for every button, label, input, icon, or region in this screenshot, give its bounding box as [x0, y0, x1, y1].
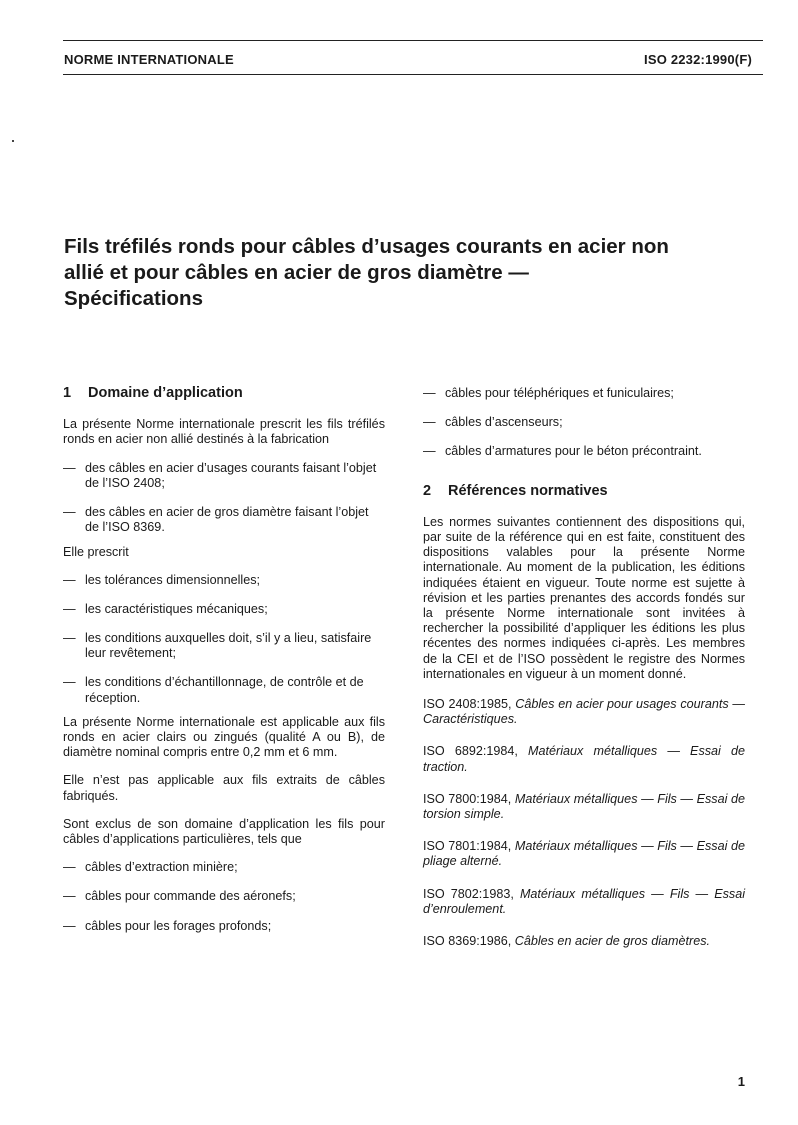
reference-title: Câbles en acier pour usages courants — Caractéristiques.: [423, 697, 745, 727]
reference-code: ISO 7800:1984,: [423, 791, 512, 806]
title-line-2: allié et pour câbles en acier de gros diamètre —: [64, 261, 529, 284]
excluded-paragraph: Sont exclus de son domaine d’application les fils pour câbles d’applications particulières, tels que: [63, 816, 385, 847]
reference-code: ISO 6892:1984,: [423, 744, 518, 759]
section-2-title: Références normatives: [448, 482, 608, 499]
list-item: — les caractéristiques mécaniques;: [63, 602, 385, 617]
list-item: — câbles pour téléphériques et funiculaires;: [423, 386, 745, 401]
reference-code: ISO 7801:1984,: [423, 839, 512, 854]
section-1-title: Domaine d’application: [88, 385, 243, 401]
reference-title: Matériaux métalliques — Fils — Essai d’enroulement.: [423, 886, 745, 916]
section-2-heading: [423, 484, 745, 499]
header-bottom-rule: [63, 74, 763, 75]
section-1-intro: La présente Norme internationale prescrit les fils tréfilés ronds en acier non allié destinés à la fabrication: [63, 417, 385, 447]
reference-code: ISO 7802:1983,: [423, 886, 514, 901]
document-reference: ISO 2232:1990(F): [644, 52, 752, 67]
excluded-list: [63, 860, 385, 934]
reference-item: [423, 697, 745, 727]
list-item: — câbles d’ascenseurs;: [423, 415, 745, 430]
applicable-paragraph: La présente Norme internationale est applicable aux fils ronds en acier clairs ou zingués (qualité A ou B), de diamètre nominal compris entre 0,2 mm et 6 mm.: [63, 714, 385, 760]
not-applicable-paragraph: Elle n’est pas applicable aux fils extraits de câbles fabriqués.: [63, 773, 385, 803]
list-item: — câbles d’extraction minière;: [63, 860, 385, 875]
reference-title: Matériaux métalliques — Fils — Essai de torsion simple.: [423, 791, 745, 822]
reference-item: [423, 744, 745, 774]
list-item: — les conditions d’échantillonnage, de contrôle et de réception.: [63, 675, 385, 705]
reference-title: Matériaux métalliques — Essai de traction.: [423, 744, 746, 774]
list-item: — câbles d’armatures pour le béton précontraint.: [423, 444, 745, 459]
reference-title: Matériaux métalliques — Fils — Essai de pliage alterné.: [423, 839, 745, 869]
list-item: — les conditions auxquelles doit, s’il y a lieu, satisfaire leur revêtement;: [63, 631, 385, 661]
excluded-list-continued: [423, 386, 745, 460]
title-line-1: Fils tréfilés ronds pour câbles d’usages courants en acier non: [64, 235, 669, 258]
reference-title: Câbles en acier de gros diamètres.: [514, 934, 711, 949]
document-type: NORME INTERNATIONALE: [64, 52, 234, 67]
scope-list-a: [63, 461, 385, 536]
page-title: [64, 234, 744, 312]
page-number: 1: [737, 1074, 745, 1089]
reference-item: [423, 934, 745, 949]
list-item: — des câbles en acier d’usages courants faisant l’objet de l’ISO 2408;: [63, 461, 385, 491]
header-top-rule: [63, 40, 763, 41]
left-column: [63, 386, 385, 948]
reference-code: ISO 8369:1986,: [423, 934, 512, 949]
list-item: — câbles pour les forages profonds;: [63, 919, 385, 934]
list-item: — des câbles en acier de gros diamètre faisant l’objet de l’ISO 8369.: [63, 505, 385, 535]
section-2-intro: Les normes suivantes contiennent des dispositions qui, par suite de la référence qui en est faite, constituent des dispositions valables pour la présente Norme internationale. Au moment de la publication, les éditions indiquées étaient en vigueur. Toute norme est sujette à révision et les parties prenantes des accords fondés sur la présente Norme internationale sont invitées à rechercher la possibilité d’appliquer les éditions les plus récentes des normes indiquées ci-après. Les membres de la CEI et de l’ISO possèdent le registre des Normes internationales en vigueur à un moment donné.: [423, 514, 745, 681]
section-1-number: 1: [63, 385, 72, 401]
reference-item: [423, 792, 745, 822]
section-1-heading: [63, 386, 385, 401]
list-item: — les tolérances dimensionnelles;: [63, 573, 385, 588]
list-item: — câbles pour commande des aéronefs;: [63, 889, 385, 904]
scope-list-b: [63, 573, 385, 706]
reference-code: ISO 2408:1985,: [423, 697, 512, 712]
prescribes-label: Elle prescrit: [63, 545, 129, 560]
section-2-number: 2: [423, 482, 432, 499]
scan-speck: [12, 140, 14, 142]
reference-item: [423, 839, 745, 869]
reference-item: [423, 887, 745, 917]
title-line-3: Spécifications: [64, 287, 203, 310]
right-column: [423, 386, 745, 966]
